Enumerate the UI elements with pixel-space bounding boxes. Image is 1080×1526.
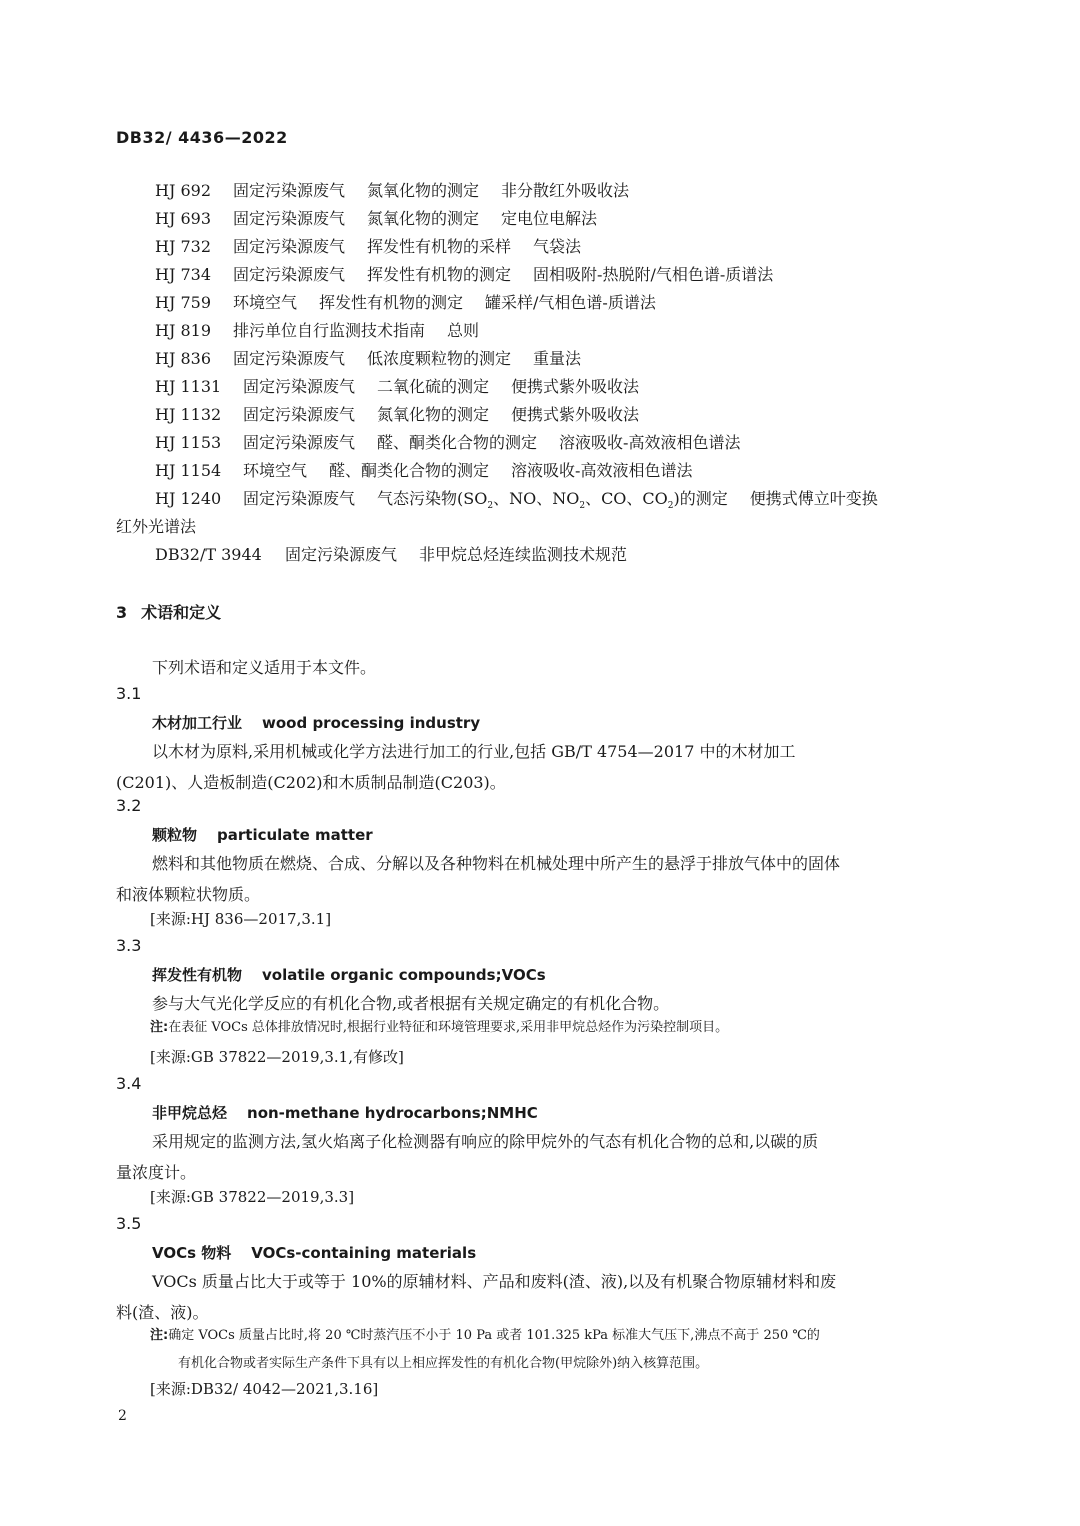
term-definition-continuation: 和液体颗粒状物质。 <box>116 885 261 904</box>
term-title: 颗粒物 particulate matter <box>152 826 373 844</box>
reference-code: HJ 692 <box>155 181 211 200</box>
reference-item: HJ 1153 固定污染源废气 醛、酮类化合物的测定 溶液吸收-高效液相色谱法 <box>155 433 741 452</box>
term-number: 3.5 <box>116 1214 142 1233</box>
term-source: [来源:DB32/ 4042—2021,3.16] <box>150 1380 379 1398</box>
reference-item: HJ 1131 固定污染源废气 二氧化硫的测定 便携式紫外吸收法 <box>155 377 640 396</box>
term-number: 3.3 <box>116 936 142 955</box>
reference-item: HJ 1154 环境空气 醛、酮类化合物的测定 溶液吸收-高效液相色谱法 <box>155 461 693 480</box>
term-source: [来源:HJ 836—2017,3.1] <box>150 910 332 928</box>
reference-code: HJ 1153 <box>155 433 222 452</box>
term-title: 非甲烷总烃 non-methane hydrocarbons;NMHC <box>152 1104 538 1122</box>
term-title: 挥发性有机物 volatile organic compounds;VOCs <box>152 966 546 984</box>
term-definition: 参与大气光化学反应的有机化合物,或者根据有关规定确定的有机化合物。 <box>152 994 670 1013</box>
term-source: [来源:GB 37822—2019,3.3] <box>150 1188 355 1206</box>
reference-item: HJ 732 固定污染源废气 挥发性有机物的采样 气袋法 <box>155 237 582 256</box>
reference-code: HJ 836 <box>155 349 211 368</box>
term-note-continuation: 有机化合物或者实际生产条件下具有以上相应挥发性的有机化合物(甲烷除外)纳入核算范围。 <box>178 1356 709 1371</box>
term-definition-continuation: 量浓度计。 <box>116 1163 197 1182</box>
term-number: 3.4 <box>116 1074 142 1093</box>
reference-item: HJ 693 固定污染源废气 氮氧化物的测定 定电位电解法 <box>155 209 598 228</box>
reference-code: DB32/T 3944 <box>155 545 262 564</box>
reference-item: HJ 692 固定污染源废气 氮氧化物的测定 非分散红外吸收法 <box>155 181 630 200</box>
term-source: [来源:GB 37822—2019,3.1,有修改] <box>150 1048 404 1066</box>
term-definition-continuation: 料(渣、液)。 <box>116 1303 209 1322</box>
reference-item: HJ 1240 固定污染源废气 气态污染物($SO_2$、NO、$NO_2$、CO、$CO_2$)的测定 便携式傅立叶变换 <box>155 489 878 512</box>
document-header: DB32/ 4436—2022 <box>116 128 288 147</box>
reference-item: HJ 819 排污单位自行监测技术指南 总则 <box>155 321 480 340</box>
reference-code: HJ 732 <box>155 237 211 256</box>
reference-code: HJ 1131 <box>155 377 222 396</box>
section-heading: 3 术语和定义 <box>116 603 222 622</box>
reference-code: HJ 693 <box>155 209 211 228</box>
reference-continuation: 红外光谱法 <box>116 517 197 536</box>
reference-item: HJ 759 环境空气 挥发性有机物的测定 罐采样/气相色谱-质谱法 <box>155 293 656 312</box>
page-number: 2 <box>118 1408 127 1424</box>
term-number: 3.2 <box>116 796 142 815</box>
term-definition: 采用规定的监测方法,氢火焰离子化检测器有响应的除甲烷外的气态有机化合物的总和,以碳的质 <box>152 1132 819 1151</box>
reference-code: HJ 759 <box>155 293 211 312</box>
term-definition: 燃料和其他物质在燃烧、合成、分解以及各种物料在机械处理中所产生的悬浮于排放气体中的固体 <box>152 854 841 873</box>
reference-code: HJ 734 <box>155 265 211 284</box>
reference-code: HJ 819 <box>155 321 211 340</box>
reference-code: HJ 1154 <box>155 461 222 480</box>
term-note: 注:确定 VOCs 质量占比时,将 20 ℃时蒸汽压不小于 10 Pa 或者 101.325 kPa 标准大气压下,沸点不高于 250 ℃的 <box>150 1328 820 1343</box>
reference-item: DB32/T 3944 固定污染源废气 非甲烷总烃连续监测技术规范 <box>155 545 628 564</box>
term-definition: VOCs 质量占比大于或等于 10%的原辅材料、产品和废料(渣、液),以及有机聚合物原辅材料和废 <box>152 1272 837 1291</box>
term-note: 注:在表征 VOCs 总体排放情况时,根据行业特征和环境管理要求,采用非甲烷总烃作为污染控制项目。 <box>150 1020 729 1035</box>
term-title: VOCs 物料 VOCs-containing materials <box>152 1244 477 1262</box>
term-definition-continuation: (C201)、人造板制造(C202)和木质制品制造(C203)。 <box>116 773 506 792</box>
reference-item: HJ 836 固定污染源废气 低浓度颗粒物的测定 重量法 <box>155 349 582 368</box>
reference-item: HJ 734 固定污染源废气 挥发性有机物的测定 固相吸附-热脱附/气相色谱-质谱法 <box>155 265 774 284</box>
reference-item: HJ 1132 固定污染源废气 氮氧化物的测定 便携式紫外吸收法 <box>155 405 640 424</box>
section-intro: 下列术语和定义适用于本文件。 <box>152 658 377 677</box>
term-number: 3.1 <box>116 684 142 703</box>
reference-code: HJ 1240 <box>155 489 222 508</box>
reference-code: HJ 1132 <box>155 405 222 424</box>
term-title: 木材加工行业 wood processing industry <box>152 714 481 732</box>
term-definition: 以木材为原料,采用机械或化学方法进行加工的行业,包括 GB/T 4754—2017 中的木材加工 <box>152 742 796 761</box>
